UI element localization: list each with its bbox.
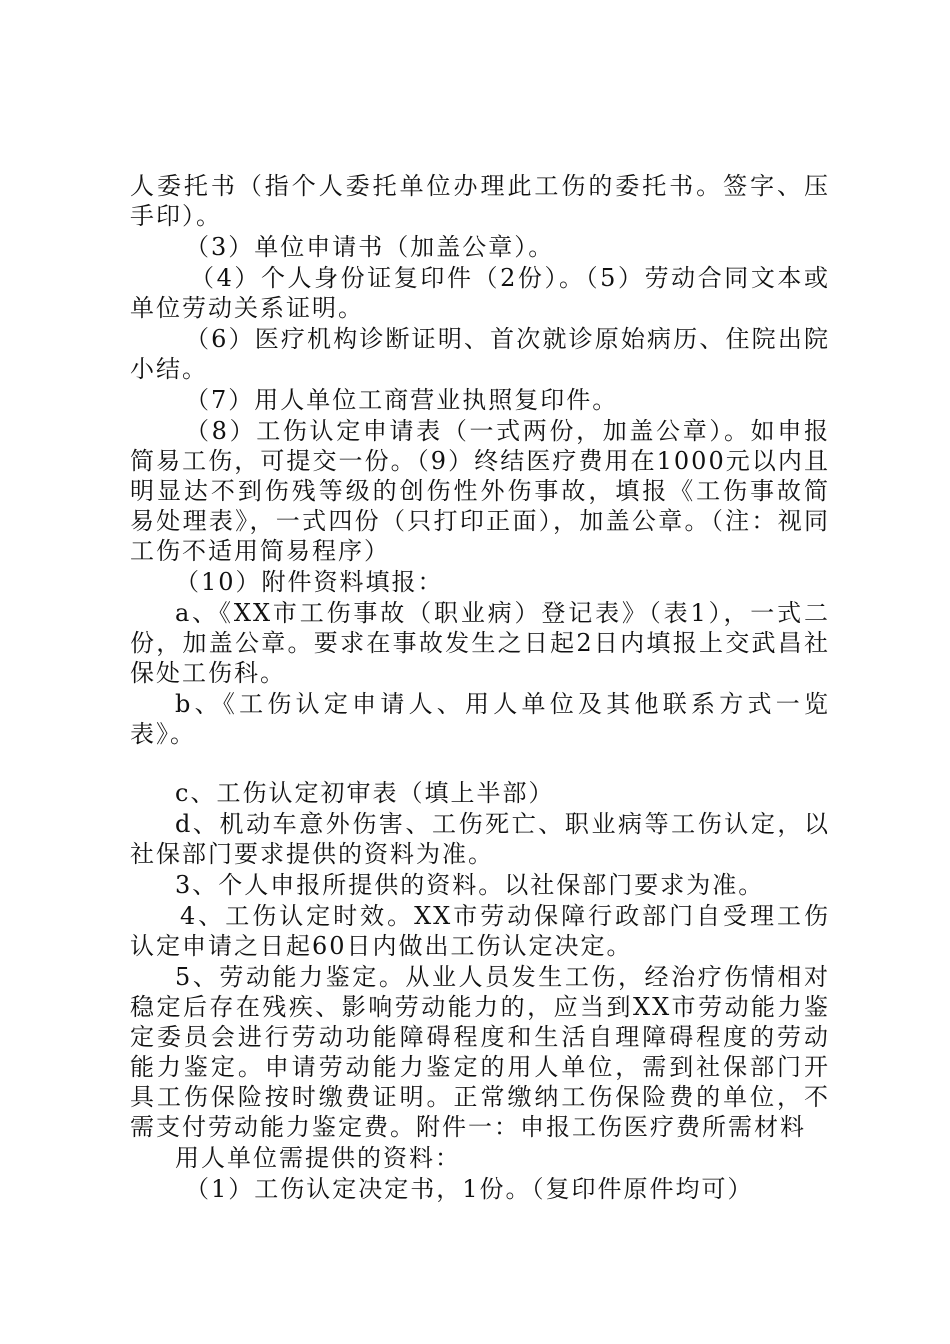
paragraph-3: （4）个人身份证复印件（2份）。（5）劳动合同文本或单位劳动关系证明。 — [130, 264, 830, 322]
paragraph-12: 3、个人申报所提供的资料。以社保部门要求为准。 — [175, 871, 765, 899]
paragraph-14: 5、劳动能力鉴定。从业人员发生工伤，经治疗伤情相对稳定后存在残疾、影响劳动能力的，应当到XX市劳动能力鉴定委员会进行劳动功能障碍程度和生活自理障碍程度的劳动能力鉴定。申请劳动能力鉴定的用人单位，需到社保部门开具工伤保险按时缴费证明。正常缴纳工伤保险费的单位，不需支付劳动能力鉴定费。附件一：申报工伤医疗费所需材料 — [130, 963, 830, 1141]
paragraph-2: （3）单位申请书（加盖公章）。 — [185, 233, 555, 261]
document-body — [130, 171, 830, 1205]
paragraph-5: （7）用人单位工商营业执照复印件。 — [185, 386, 619, 414]
blank-line — [130, 750, 830, 778]
paragraph-8: a、《XX市工伤事故（职业病）登记表》（表1），一式二份，加盖公章。要求在事故发生之日起2日内填报上交武昌社保处工伤科。 — [130, 599, 830, 687]
paragraph-6: （8）工伤认定申请表（一式两份，加盖公章）。如申报简易工伤，可提交一份。（9）终结医疗费用在1000元以内且明显达不到伤残等级的创伤性外伤事故，填报《工伤事故简易处理表》，一式四份（只打印正面），加盖公章。（注：视同工伤不适用简易程序） — [130, 417, 830, 565]
paragraph-4: （6）医疗机构诊断证明、首次就诊原始病历、住院出院小结。 — [130, 325, 830, 383]
paragraph-11: d、机动车意外伤害、工伤死亡、职业病等工伤认定，以社保部门要求提供的资料为准。 — [130, 810, 830, 868]
paragraph-16: （1）工伤认定决定书，1份。（复印件原件均可） — [185, 1175, 754, 1203]
paragraph-15: 用人单位需提供的资料： — [175, 1144, 461, 1172]
paragraph-9: b、《工伤认定申请人、用人单位及其他联系方式一览表》。 — [130, 690, 830, 748]
paragraph-10: c、工伤认定初审表（填上半部） — [175, 779, 555, 807]
paragraph-1: 人委托书（指个人委托单位办理此工伤的委托书。签字、压手印）。 — [130, 172, 830, 230]
paragraph-7: （10）附件资料填报： — [175, 568, 444, 596]
paragraph-13: 4、工伤认定时效。XX市劳动保障行政部门自受理工伤认定申请之日起60日内做出工伤认定决定。 — [130, 902, 830, 960]
